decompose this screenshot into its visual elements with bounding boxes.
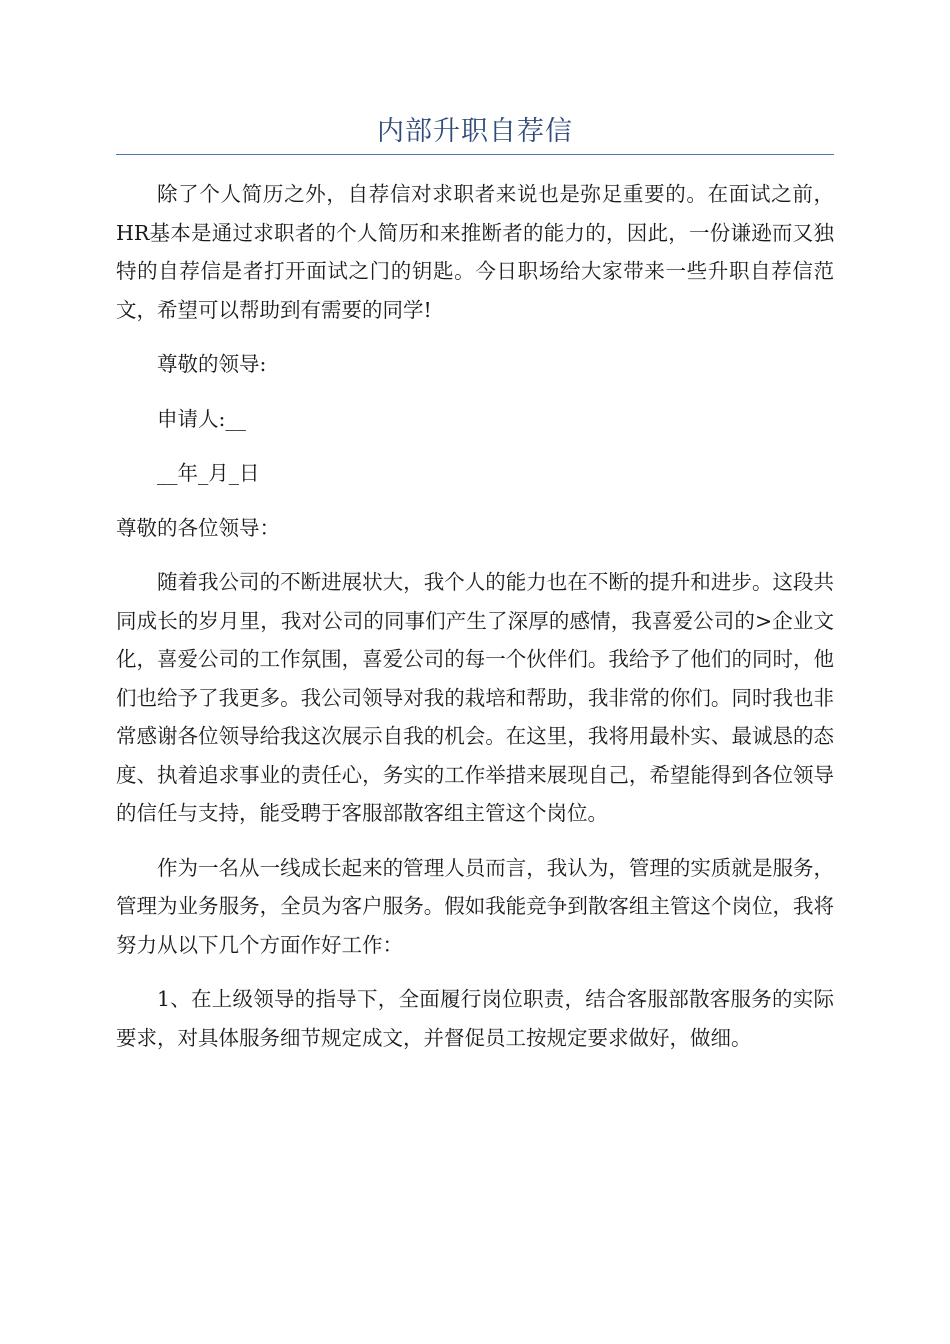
applicant-line: 申请人:__ (157, 406, 246, 431)
list-item-paragraph: 1、在上级领导的指导下，全面履行岗位职责，结合客服部散客服务的实际要求，对具体服务细节规定成文，并督促员工按规定要求做好，做细。 (116, 987, 834, 1050)
title-underline (116, 154, 834, 155)
body-paragraph: 随着我公司的不断进展状大，我个人的能力也在不断的提升和进步。这段共同成长的岁月里，我对公司的同事们产生了深厚的感情，我喜爱公司的>企业文化，喜爱公司的工作氛围，喜爱公司的每一个伙伴们。我给予了他们的同时，他们也给予了我更多。我公司领导对我的栽培和帮助，我非常的你们。同时我也非常感谢各位领导给我这次展示自我的机会。在这里，我将用最朴实、最诚恳的态度、执着追求事业的责任心，务实的工作举措来展现自己，希望能得到各位领导的信任与支持，能受聘于客服部散客组主管这个岗位。 (116, 570, 834, 825)
document-body (116, 175, 834, 1073)
salutation-line: 尊敬的领导: (157, 352, 267, 376)
greeting-line: 尊敬的各位领导： (116, 515, 280, 540)
body-paragraph: 作为一名从一线成长起来的管理人员而言，我认为，管理的实质就是服务，管理为业务服务，全员为客户服务。假如我能竞争到散客组主管这个岗位，我将努力从以下几个方面作好工作： (116, 855, 834, 957)
intro-paragraph: 除了个人简历之外，自荐信对求职者来说也是弥足重要的。在面试之前，HR基本是通过求职者的个人简历和来推断者的能力的，因此，一份谦逊而又独特的自荐信是者打开面试之门的钥匙。今日职场给大家带来一些升职自荐信范文，希望可以帮助到有需要的同学! (116, 182, 834, 322)
document-title: 内部升职自荐信 (377, 116, 573, 147)
date-line: __年_月_日 (157, 461, 260, 485)
